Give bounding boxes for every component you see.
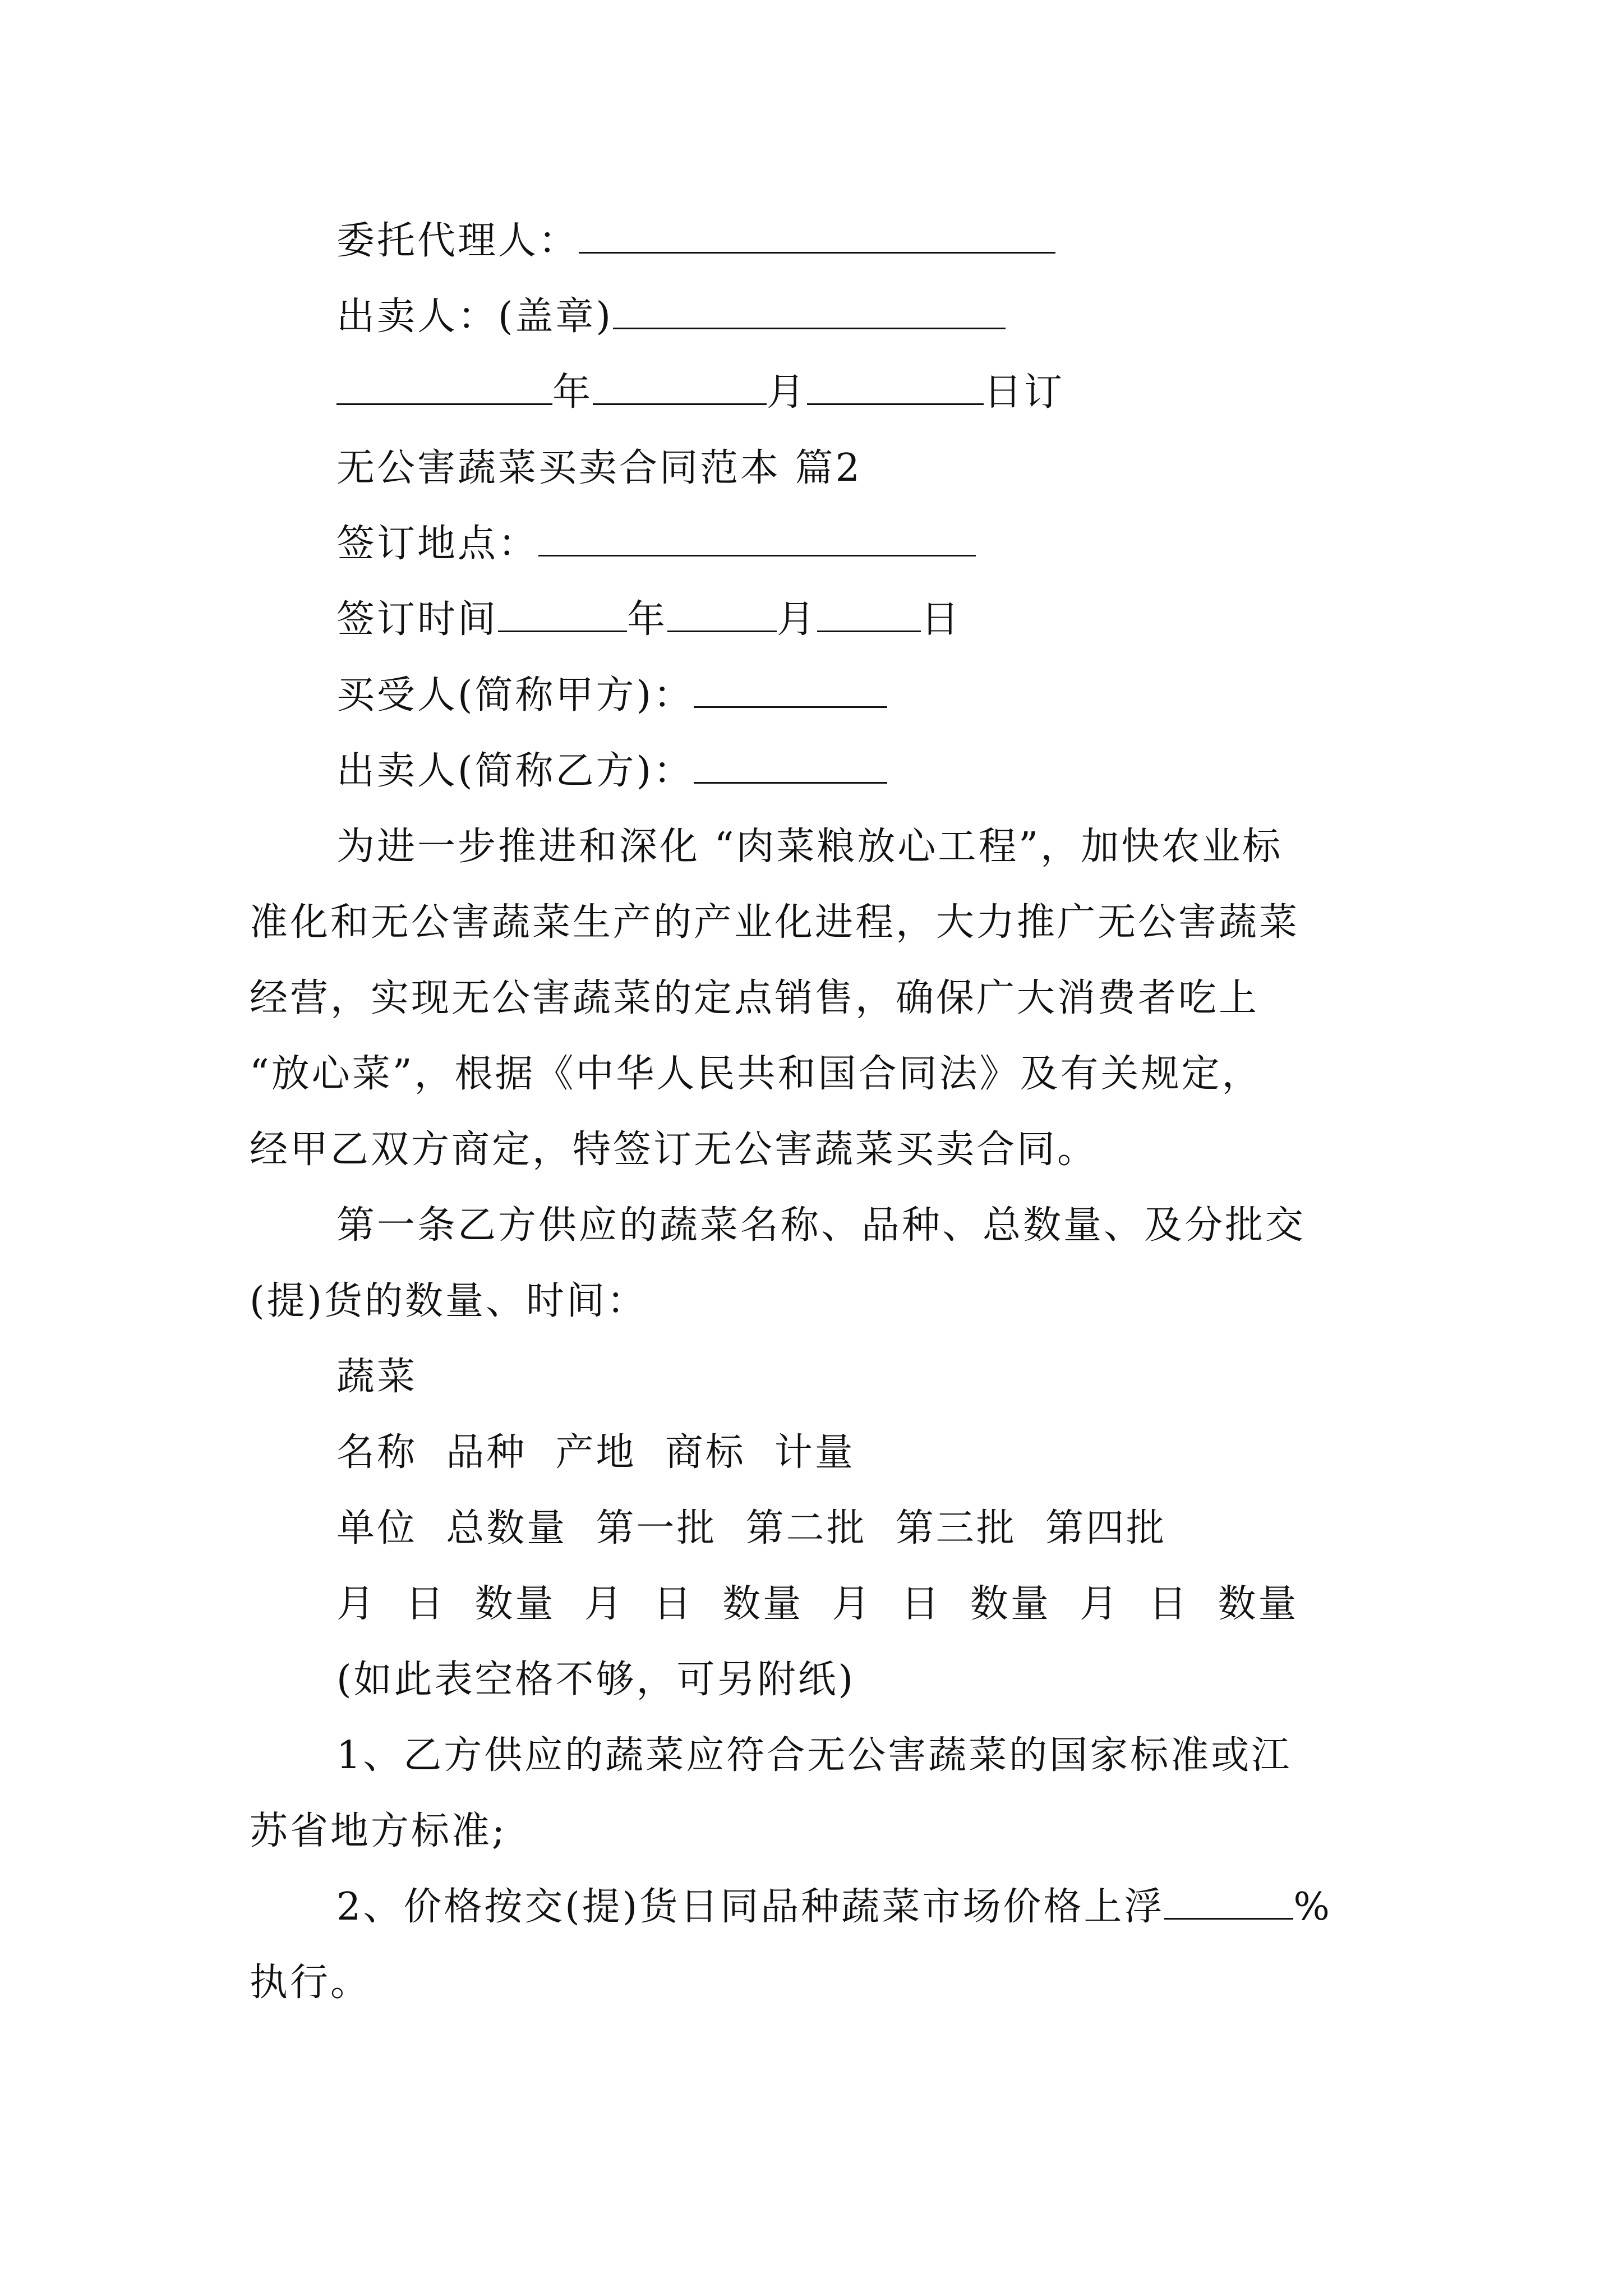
table-note: (如此表空格不够，可另附纸) — [336, 1658, 856, 1702]
paragraph-line: 经甲乙双方商定，特签订无公害蔬菜买卖合同。 — [250, 1128, 1098, 1172]
price-percent-blank[interactable] — [1164, 1885, 1293, 1920]
sign-year-blank[interactable] — [498, 598, 627, 632]
article-line: (提)货的数量、时间： — [250, 1279, 648, 1323]
paragraph-line: 准化和无公害蔬菜生产的产业化进程，大力推广无公害蔬菜 — [250, 900, 1300, 945]
sign-place-blank[interactable] — [538, 522, 976, 556]
seller-seal-line — [336, 289, 1006, 345]
table-header-row: 单位 总数量 第一批 第二批 第三批 第四批 — [336, 1506, 1167, 1550]
sign-time-label: 签订时间 — [336, 597, 499, 642]
date-day-label: 日订 — [984, 370, 1065, 415]
sign-month-blank[interactable] — [667, 598, 777, 632]
table-header-row: 月 日 数量 月 日 数量 月 日 数量 月 日 数量 — [336, 1582, 1299, 1626]
price-label: 2、价格按交(提)货日同品种蔬菜市场价格上浮 — [336, 1885, 1165, 1929]
seller-line — [336, 743, 887, 799]
section-title: 无公害蔬菜买卖合同范本 篇2 — [336, 446, 862, 490]
price-line — [336, 1879, 1332, 1935]
date-day-blank[interactable] — [807, 371, 984, 405]
sign-place-line — [336, 516, 976, 572]
paragraph-line: 为进一步推进和深化 “肉菜粮放心工程”，加快农业标 — [336, 825, 1283, 869]
date-month-label: 月 — [767, 370, 808, 415]
article-line: 第一条乙方供应的蔬菜名称、品种、总数量、及分批交 — [336, 1203, 1306, 1248]
seller-label: 出卖人(简称乙方)： — [336, 749, 694, 793]
buyer-line — [336, 668, 887, 724]
sign-day-label: 日 — [921, 597, 962, 642]
percent-sign: % — [1293, 1885, 1332, 1929]
agent-blank[interactable] — [579, 219, 1055, 254]
buyer-label: 买受人(简称甲方)： — [336, 673, 694, 717]
sign-month-label: 月 — [777, 597, 818, 642]
date-year-label: 年 — [552, 370, 593, 415]
seller-seal-blank[interactable] — [613, 295, 1006, 329]
item-line: 1、乙方供应的蔬菜应符合无公害蔬菜的国家标准或江 — [336, 1733, 1292, 1778]
sign-day-blank[interactable] — [817, 598, 921, 632]
item-line: 执行。 — [250, 1961, 371, 2005]
agent-label: 委托代理人： — [336, 219, 579, 263]
paragraph-line: 经营，实现无公害蔬菜的定点销售，确保广大消费者吃上 — [250, 976, 1260, 1020]
seller-seal-label: 出卖人：(盖章) — [336, 295, 614, 339]
seller-blank[interactable] — [694, 749, 887, 784]
sign-place-label: 签订地点： — [336, 522, 539, 566]
paragraph-line: “放心菜”，根据《中华人民共和国合同法》及有关规定， — [250, 1052, 1262, 1096]
table-heading: 蔬菜 — [336, 1355, 418, 1399]
table-header-row: 名称 品种 产地 商标 计量 — [336, 1430, 855, 1475]
date-line — [336, 365, 1064, 421]
buyer-blank[interactable] — [694, 674, 887, 708]
item-line: 苏省地方标准; — [250, 1809, 507, 1853]
sign-time-line — [336, 592, 961, 648]
date-year-blank[interactable] — [336, 371, 552, 405]
agent-line — [336, 213, 1055, 269]
sign-year-label: 年 — [627, 597, 668, 642]
date-month-blank[interactable] — [593, 371, 767, 405]
